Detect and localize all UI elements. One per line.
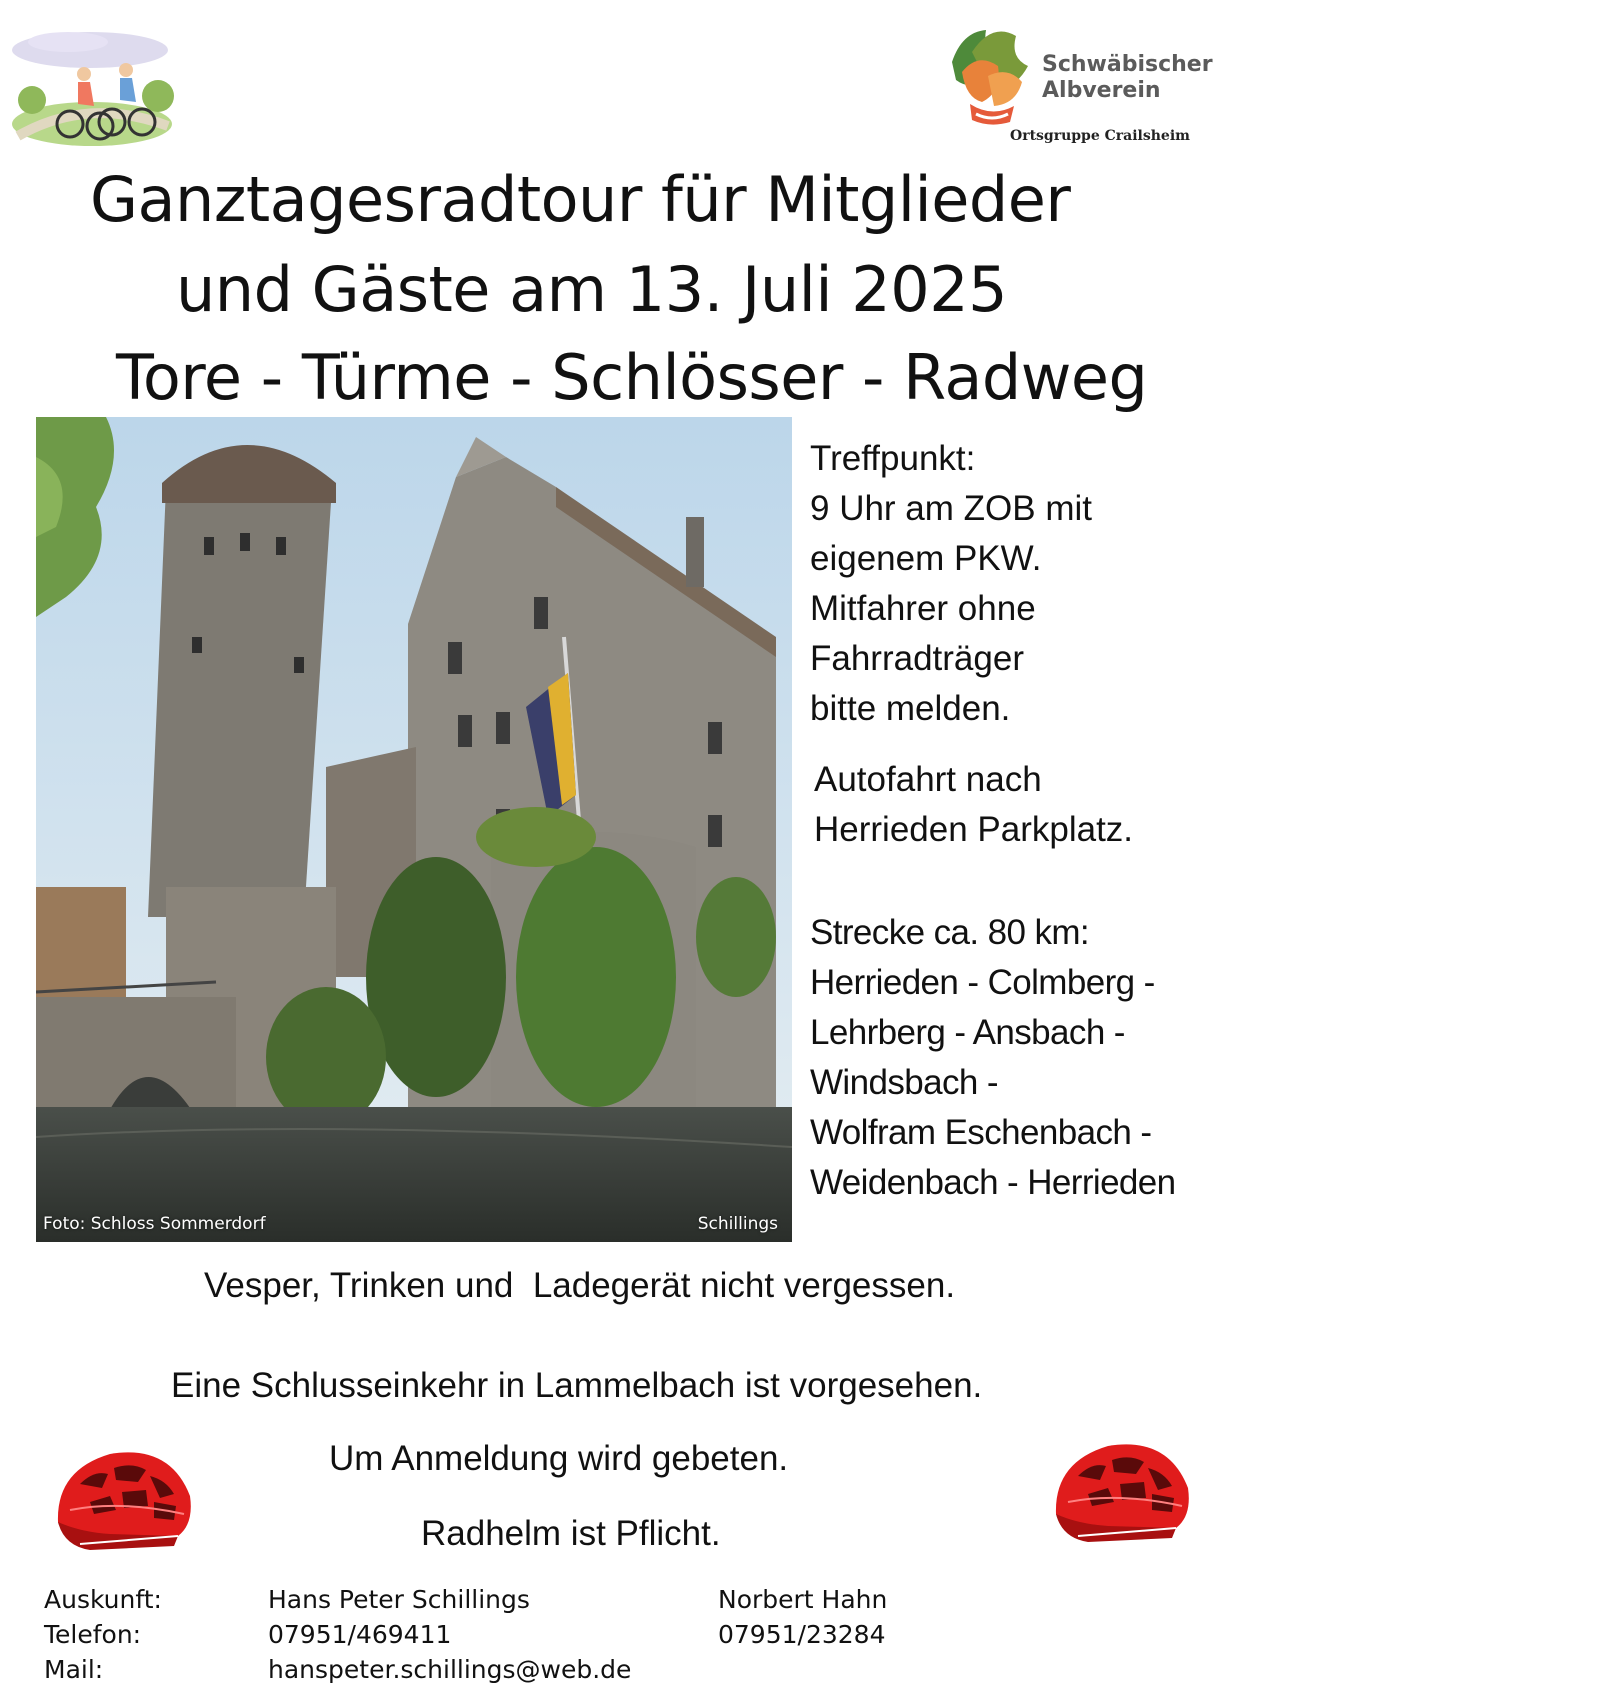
contact-name-1: Hans Peter Schillings — [268, 1585, 530, 1614]
route-line: Herrieden - Colmberg - — [810, 963, 1155, 1002]
title-line-1: Ganztagesradtour für Mitglieder — [90, 163, 1071, 236]
meeting-point — [810, 434, 1092, 734]
photo-credit: Foto: Schloss Sommerdorf — [43, 1214, 266, 1234]
note-final-stop: Eine Schlusseinkehr in Lammelbach ist vorgesehen. — [171, 1366, 983, 1405]
leaf-logo-icon — [942, 22, 1034, 132]
club-name: Schwäbischer Albverein — [1042, 52, 1213, 103]
drive-line: Autofahrt nach — [814, 760, 1042, 799]
meeting-line: bitte melden. — [810, 689, 1011, 728]
drive-line: Herrieden Parkplatz. — [814, 810, 1134, 849]
route-line: Weidenbach - Herrieden — [810, 1163, 1176, 1202]
route-info — [810, 908, 1176, 1208]
contact-phone-2: 07951/23284 — [718, 1620, 886, 1649]
contact-label-phone: Telefon: — [44, 1620, 142, 1649]
route-line: Wolfram Eschenbach - — [810, 1113, 1152, 1152]
note-provisions: Vesper, Trinken und Ladegerät nicht vergessen. — [204, 1266, 956, 1305]
note-registration: Um Anmeldung wird gebeten. — [329, 1439, 789, 1478]
meeting-line: Treffpunkt: — [810, 439, 976, 478]
drive-info — [814, 755, 1133, 855]
club-logo — [942, 22, 1213, 152]
title-line-3: Tore - Türme - Schlösser - Radweg — [116, 341, 1148, 414]
contact-label-mail: Mail: — [44, 1655, 104, 1684]
helmet-icon — [1048, 1432, 1194, 1550]
meeting-line: 9 Uhr am ZOB mit — [810, 489, 1092, 528]
castle-photo — [36, 417, 792, 1242]
title-line-2: und Gäste am 13. Juli 2025 — [176, 253, 1008, 326]
club-group: Ortsgruppe Crailsheim — [1010, 128, 1190, 144]
meeting-line: eigenem PKW. — [810, 539, 1042, 578]
contact-name-2: Norbert Hahn — [718, 1585, 888, 1614]
contact-phone-1: 07951/469411 — [268, 1620, 452, 1649]
note-helmet: Radhelm ist Pflicht. — [421, 1514, 721, 1553]
photo-author: Schillings — [697, 1214, 778, 1234]
contact-label-info: Auskunft: — [44, 1585, 162, 1614]
cyclists-clipart — [8, 26, 176, 146]
meeting-line: Mitfahrer ohne — [810, 589, 1036, 628]
route-line: Lehrberg - Ansbach - — [810, 1013, 1125, 1052]
route-line: Windsbach - — [810, 1063, 998, 1102]
helmet-icon — [50, 1440, 196, 1558]
contact-mail-1[interactable]: hanspeter.schillings@web.de — [268, 1655, 632, 1684]
route-line: Strecke ca. 80 km: — [810, 913, 1090, 952]
meeting-line: Fahrradträger — [810, 639, 1024, 678]
